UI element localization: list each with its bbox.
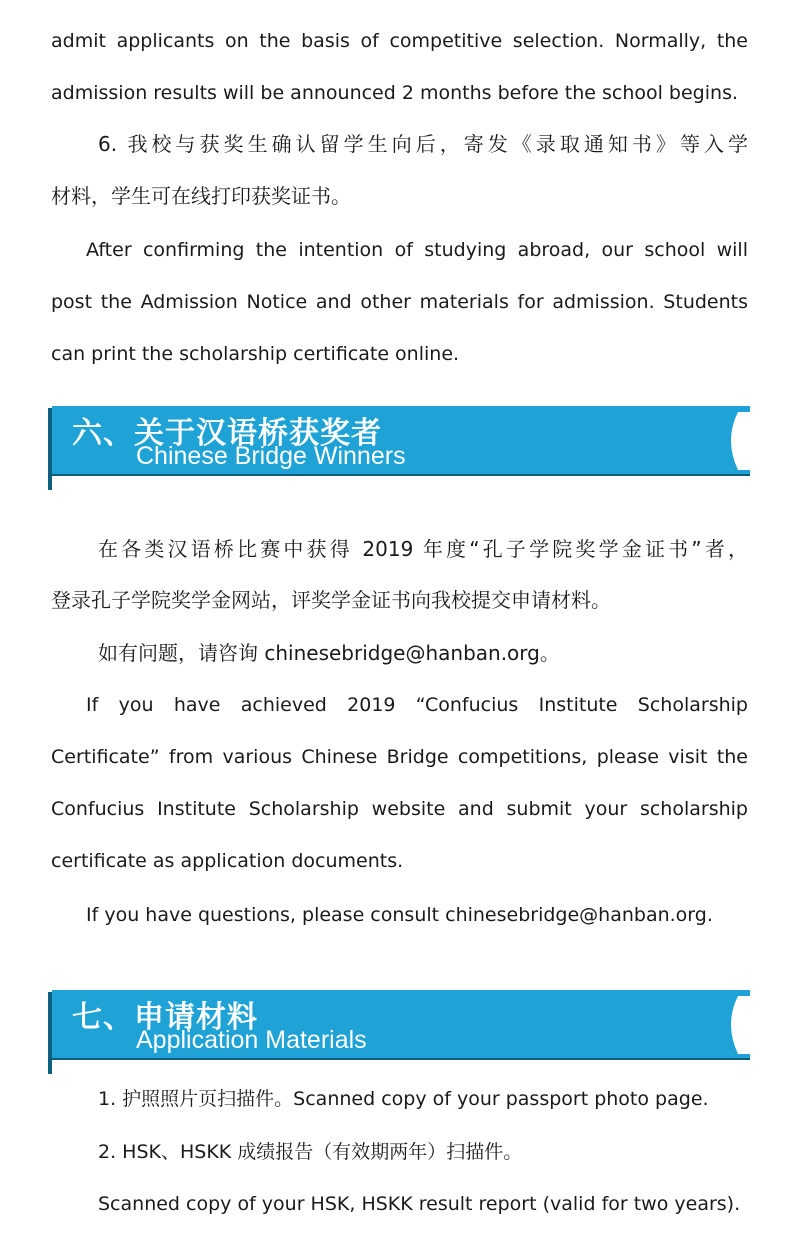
body-text-line: admit applicants on the basis of competitive selection. Normally, the [51, 30, 748, 52]
section6-en-line: Certificate” from various Chinese Bridge competitions, please visit the [51, 746, 748, 768]
section-title-en: Chinese Bridge Winners [136, 442, 406, 470]
section6-en-line: Confucius Institute Scholarship website and submit your scholarship [51, 798, 748, 820]
item6-en-line: can print the scholarship certificate online. [51, 343, 460, 365]
section7-item-en: Scanned copy of your HSK, HSKK result report (valid for two years). [98, 1193, 741, 1215]
section-title-cn: 六、关于汉语桥获奖者 [72, 416, 382, 451]
section6-cn-line: 在各类汉语桥比赛中获得 2019 年度“孔子学院奖学金证书”者， [98, 537, 748, 561]
item6-cn-line: 6. 我校与获奖生确认留学生向后，寄发《录取通知书》等入学 [98, 132, 748, 156]
item6-cn-line: 材料，学生可在线打印获奖证书。 [51, 184, 351, 208]
section6-en-line: If you have questions, please consult chinesebridge@hanban.org. [86, 904, 713, 926]
item6-en-line: After confirming the intention of studying abroad, our school will [86, 239, 748, 261]
section-banner-chinese-bridge [48, 406, 750, 486]
section7-item: 2. HSK、HSKK 成绩报告（有效期两年）扫描件。 [98, 1141, 523, 1163]
section6-cn-line: 如有问题，请咨询 chinesebridge@hanban.org。 [98, 641, 560, 665]
section7-item: 1. 护照照片页扫描件。Scanned copy of your passport photo page. [98, 1088, 709, 1110]
section-title-en: Application Materials [136, 1026, 367, 1054]
section6-en-line: If you have achieved 2019 “Confucius Institute Scholarship [86, 694, 748, 716]
section-banner-application-materials [48, 990, 750, 1070]
body-text-line: admission results will be announced 2 months before the school begins. [51, 82, 739, 104]
section6-en-line: certificate as application documents. [51, 850, 404, 872]
section-title-cn: 七、申请材料 [72, 1000, 258, 1035]
item6-en-line: post the Admission Notice and other materials for admission. Students [51, 291, 748, 313]
section6-cn-line: 登录孔子学院奖学金网站，评奖学金证书向我校提交申请材料。 [51, 588, 611, 612]
